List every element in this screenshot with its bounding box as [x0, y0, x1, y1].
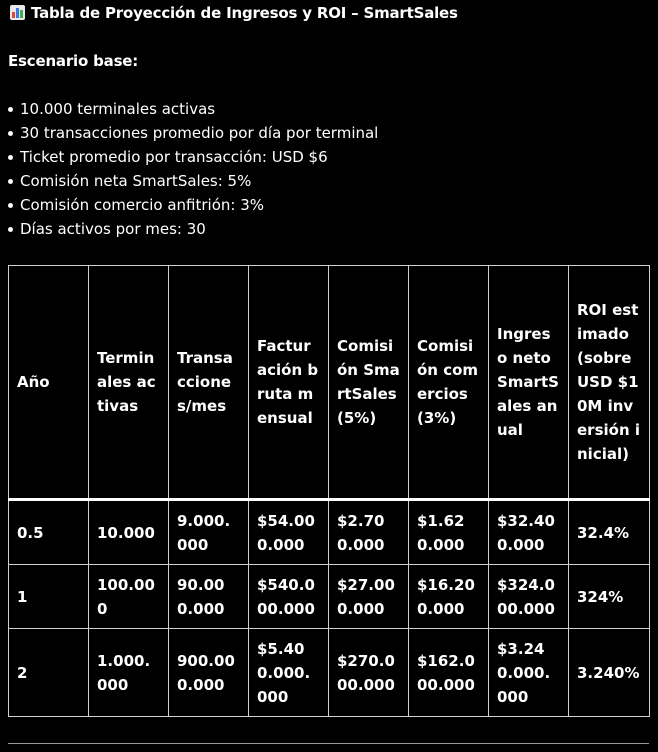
table-row: [9, 500, 650, 565]
table-cell: 10.000: [89, 500, 169, 565]
divider: [8, 743, 649, 744]
page-title-text: Tabla de Proyección de Ingresos y ROI – SmartSales: [31, 4, 458, 22]
table-cell: $162.000.000: [409, 629, 489, 717]
table-cell: $27.000.000: [329, 565, 409, 629]
table-cell: $2.700.000: [329, 500, 409, 565]
table-cell: $32.400.000: [489, 500, 569, 565]
table-cell: $5.400.000.000: [249, 629, 329, 717]
table-cell: $324.000.000: [489, 565, 569, 629]
assumptions-list: [0, 97, 378, 241]
table-cell: $540.000.000: [249, 565, 329, 629]
list-item: Días activos por mes: 30: [20, 217, 378, 241]
projection-table: [8, 265, 650, 717]
bar-chart-icon: [10, 5, 25, 20]
table-cell: 100.000: [89, 565, 169, 629]
table-cell: 3.240%: [569, 629, 650, 717]
table-cell: 90.000.000: [169, 565, 249, 629]
table-cell: $270.000.000: [329, 629, 409, 717]
page-title: [10, 4, 458, 22]
header-net-income: Ingreso neto SmartSales anual: [489, 266, 569, 500]
table-cell: 2: [9, 629, 89, 717]
header-roi: ROI estimado (sobre USD $10M inversión inicial): [569, 266, 650, 500]
list-item: 30 transacciones promedio por día por terminal: [20, 121, 378, 145]
header-gross-billing: Facturación bruta mensual: [249, 266, 329, 500]
table-row: [9, 565, 650, 629]
table-cell: $3.240.000.000: [489, 629, 569, 717]
header-merchant-commission: Comisión comercios (3%): [409, 266, 489, 500]
table-cell: 1.000.000: [89, 629, 169, 717]
table-cell: 900.000.000: [169, 629, 249, 717]
list-item: 10.000 terminales activas: [20, 97, 378, 121]
list-item: Comisión neta SmartSales: 5%: [20, 169, 378, 193]
header-year: Año: [9, 266, 89, 500]
header-smartsales-commission: Comisión SmartSales (5%): [329, 266, 409, 500]
table-cell: $16.200.000: [409, 565, 489, 629]
header-terminals: Terminales activas: [89, 266, 169, 500]
table-cell: $54.000.000: [249, 500, 329, 565]
table-cell: 324%: [569, 565, 650, 629]
scenario-heading: Escenario base:: [8, 52, 139, 70]
header-transactions: Transacciones/mes: [169, 266, 249, 500]
table-row: [9, 629, 650, 717]
list-item: Ticket promedio por transacción: USD $6: [20, 145, 378, 169]
table-cell: 0.5: [9, 500, 89, 565]
table-cell: 9.000.000: [169, 500, 249, 565]
table-cell: 1: [9, 565, 89, 629]
table-cell: $1.620.000: [409, 500, 489, 565]
table-header-row: [9, 266, 650, 500]
table-cell: 32.4%: [569, 500, 650, 565]
list-item: Comisión comercio anfitrión: 3%: [20, 193, 378, 217]
